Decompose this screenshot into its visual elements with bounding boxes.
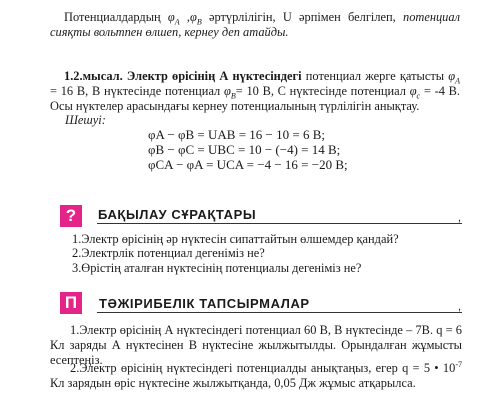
practice-task-1: 1.Электр өрісінің А нүктесіндегі потенциал 60 В, В нүктесінде – 7В. q = 6 Кл заряды А нүктесінен В нүктесіне жылжытылды. Орындалған жұмысты есептеңіз. bbox=[50, 323, 462, 367]
solution-label: Шешуі: bbox=[65, 113, 106, 127]
intro-text-start: Потенциалдардың bbox=[64, 10, 168, 24]
intro-text-mid: әртүрлілігін, U әрпімен белгілеп, bbox=[201, 10, 403, 24]
example-bold-text: Электр өрісінің А нүктесіндегі bbox=[122, 69, 302, 83]
question-item-1: 1.Электр өрісінің әр нүктесін сипаттайтын өлшемдер қандай? bbox=[72, 232, 399, 246]
phi-b-symbol: $\varphi_B$ bbox=[189, 10, 202, 27]
practice-title-underline bbox=[97, 312, 462, 313]
intro-paragraph: Потенциалдардың $\varphi_A$ $,\varphi_B$ әртүрлілігін, U әрпімен белгілеп, потенциал сияқты вольтпен өлшеп, кернеу деп атайды. bbox=[50, 10, 460, 39]
questions-title-end-mark: , bbox=[458, 212, 462, 224]
practice-task-2: 2.Электр өрісінің нүктесіндегі потенциалды анықтаңыз, егер q = 5 • $10^{-7}$ Кл зарядын өріс нүктесіне жылжытқанда, 0,05 Дж жұмыс атқарылса. bbox=[50, 359, 462, 390]
question-item-3: 3.Өрістің аталған нүктесінің потенциалы дегеніміз не? bbox=[72, 261, 362, 275]
equation-2: φB − φC = UBC = 10 − (−4) = 14 В; bbox=[148, 142, 341, 157]
questions-section-title: БАҚЫЛАУ СҰРАҚТАРЫ bbox=[98, 207, 257, 222]
phi-a-symbol: $\varphi_A$ bbox=[448, 69, 460, 86]
equation-3: φCA − φA = UCA = −4 − 16 = −20 В; bbox=[148, 157, 348, 172]
practice-icon: П bbox=[60, 292, 82, 314]
intro-text-italic: потенциал сияқты вольтпен өлшеп, кернеу деп атайды. bbox=[50, 10, 460, 39]
equation-1: φA − φB = UAB = 16 − 10 = 6 В; bbox=[148, 127, 325, 142]
practice-title-end-mark: , bbox=[458, 301, 462, 313]
exponent: -7 bbox=[455, 359, 462, 369]
question-icon: ? bbox=[60, 205, 82, 227]
questions-title-underline bbox=[97, 223, 462, 224]
example-paragraph: 1.2.мысал. Электр өрісінің А нүктесіндегі потенциал жерге қатысты $\varphi_A = 16$ В, В нүктесінде потенциал $\varphi_B= 10$ В, С нүктесінде потенциал $\varphi_c = -4$ В. Осы нүктелер арасындағы кернеу потенциалының түрлілігін анықтау. bbox=[50, 69, 460, 113]
question-item-2: 2.Электрлік потенциал дегеніміз не? bbox=[72, 246, 265, 260]
phi-c-symbol: $\varphi_c$ bbox=[409, 84, 421, 101]
phi-a-symbol: $\varphi_A$ bbox=[167, 10, 180, 27]
example-label: 1.2.мысал. bbox=[64, 69, 123, 83]
phi-b-symbol: $\varphi_B$ bbox=[223, 84, 236, 101]
practice-section-title: ТӘЖІРИБЕЛІК ТАПСЫРМАЛАР bbox=[99, 296, 310, 311]
